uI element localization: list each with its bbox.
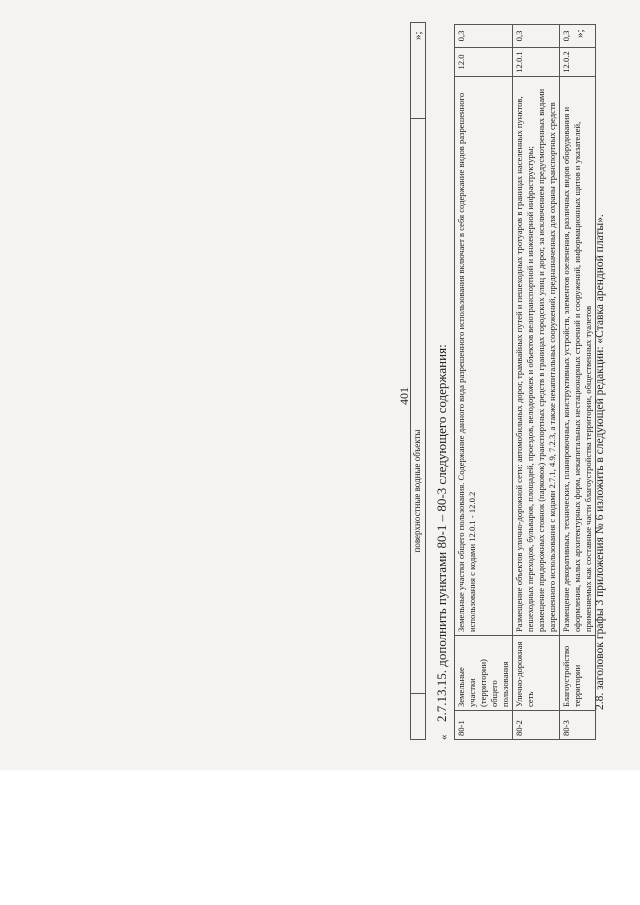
row-value: 0,3	[455, 25, 513, 48]
row-name: Земельные участки (территории) общего пользования	[455, 636, 513, 711]
table-row	[513, 25, 560, 740]
table-row	[560, 25, 596, 740]
previous-row-cell	[411, 693, 425, 739]
previous-row-text: поверхностные водные объекты	[412, 429, 422, 553]
previous-table-row	[410, 22, 426, 740]
previous-row-divider	[411, 118, 425, 119]
description-paragraph: Размещение объектов улично-дорожной сети: автомобильных дорог, трамвайных путей и пешеходных тротуаров в границах населенных пунктов, пешеходных переходов, бульваров, площадей, проездов, велодорожек и объектов велотранспортной и инженерной инфраструктуры;	[514, 96, 535, 632]
row-code: 12.0.1	[513, 48, 560, 77]
row-name: Улично-дорожная сеть	[513, 636, 560, 711]
row-code: 12.0	[455, 48, 513, 77]
table-open-quote: «	[438, 734, 450, 740]
row-number: 80-3	[560, 711, 596, 740]
page-number: 401	[397, 387, 411, 405]
row-value: 0,3	[513, 25, 560, 48]
description-paragraph: Размещение декоративных, технических, планировочных, конструктивных устройств, элементов озеленения, различных видов оборудования и оформления, малых архитектурных форм, некапитальных нестационарных строений и сооружений, информационных щитов и указателей, применяемых как составные части благоустройства территории, общественных туалетов	[561, 106, 593, 632]
row-number: 80-1	[455, 711, 513, 740]
row-value: 0,3	[560, 25, 596, 48]
table-close-quote: »;	[574, 29, 586, 38]
description-paragraph: Земельные участки общего пользования. Содержание данного вида разрешенного использования включает в себя содержание видов разрешенного использования с кодами 12.0.1 - 12.0.2	[456, 92, 477, 632]
row-number: 80-2	[513, 711, 560, 740]
previous-row-close-quote: »;	[412, 31, 424, 40]
row-description	[513, 77, 560, 636]
description-paragraph: размещение придорожных стоянок (парковок) транспортных средств в границах городских улиц и дорог, за исключением предусмотренных видами разрешенного использования с кодами 2.7.1, 4.9, 7.2.3, а также некапитальных сооружений, предназначенных для охраны транспортных средств	[536, 88, 557, 632]
row-code: 12.0.2	[560, 48, 596, 77]
row-name: Благоустройство территории	[560, 636, 596, 711]
row-description	[560, 77, 596, 636]
land-use-table	[454, 24, 596, 740]
table-row	[455, 25, 513, 740]
section-heading: 2.7.13.15. дополнить пунктами 80-1 – 80-3 следующего содержания:	[434, 344, 449, 722]
amendment-paragraph: 2.8. заголовок графы 3 приложения № 6 изложить в следующей редакции: «Ставка арендной платы».	[594, 214, 606, 710]
row-description	[455, 77, 513, 636]
rotated-content	[34, 20, 604, 740]
